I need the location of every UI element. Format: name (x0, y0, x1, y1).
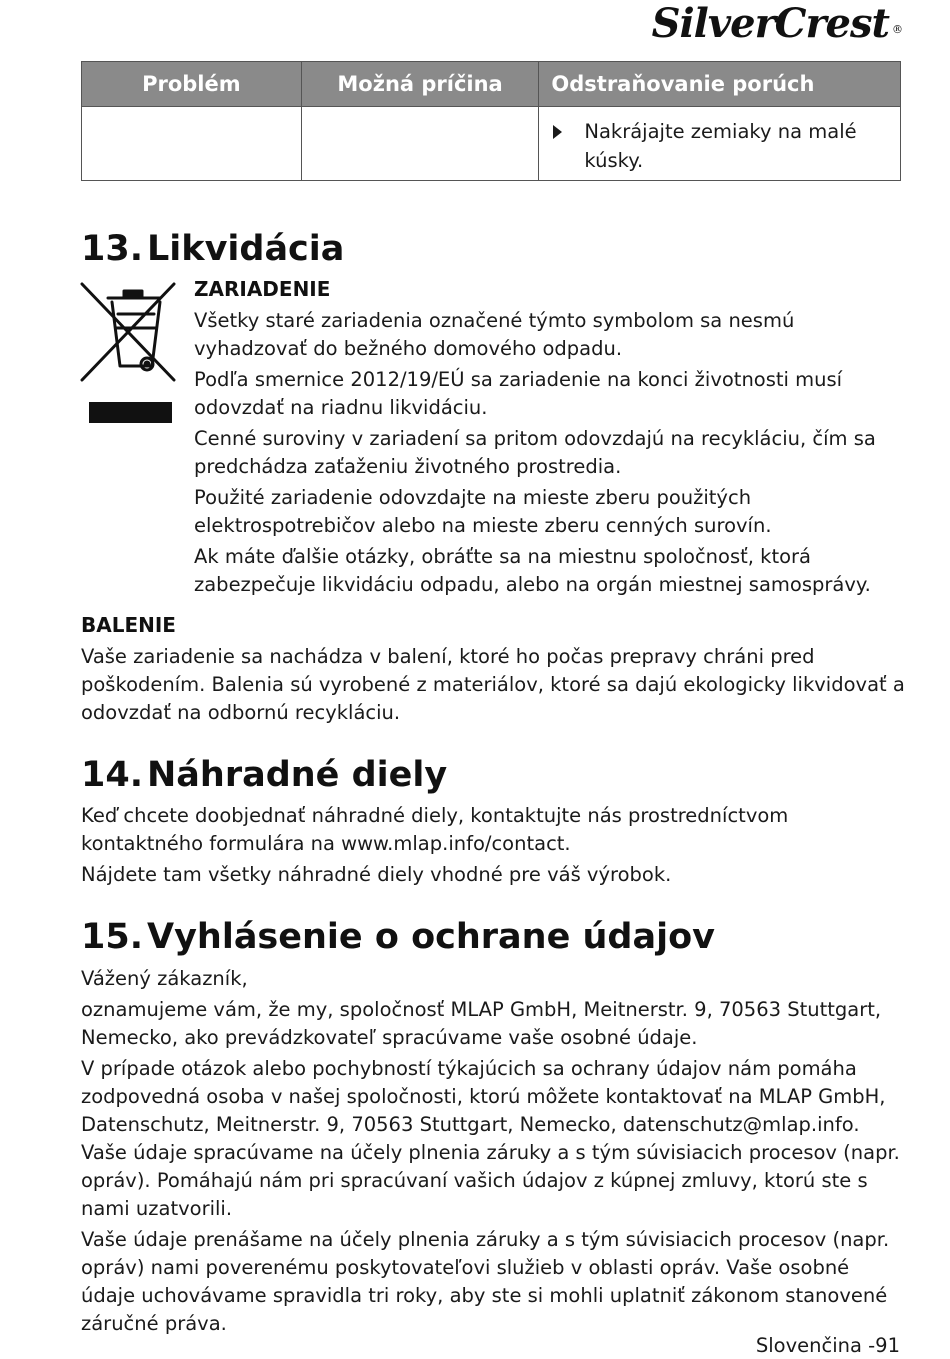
section-13-title: Likvidácia (147, 229, 345, 269)
remedy-bullet (539, 107, 900, 175)
remedy-text: Nakrájajte zemiaky na malé kúsky. (584, 120, 857, 172)
section-13-number: 13. (81, 229, 144, 269)
device-paragraph: Všetky staré zariadenia označené týmto symbolom sa nesmú vyhadzovať do bežného domového odpadu. (194, 309, 795, 360)
cell-cause (301, 107, 539, 181)
device-text (194, 307, 906, 602)
section-14-number: 14. (81, 755, 144, 795)
cell-problem (82, 107, 302, 181)
registered-mark: ® (892, 23, 902, 36)
spare-parts-text (81, 802, 906, 892)
section-14-title: Náhradné diely (147, 755, 448, 795)
packaging-text (81, 643, 906, 730)
packaging-heading: BALENIE (81, 613, 176, 637)
section-13-heading (81, 229, 344, 269)
table-header-row (82, 62, 901, 107)
section-15-number: 15. (81, 917, 144, 957)
troubleshooting-table (81, 61, 901, 181)
spare-parts-paragraph: Nájdete tam všetky náhradné diely vhodné pre váš výrobok. (81, 863, 672, 886)
bullet-arrow-icon (553, 125, 562, 139)
section-15-title: Vyhlásenie o ochrane údajov (147, 917, 715, 957)
brand-logo (651, 0, 902, 47)
column-header-remedy: Odstraňovanie porúch (539, 62, 901, 107)
privacy-paragraph: Vaše údaje prenášame na účely plnenia záruky a s tým súvisiacich procesov (napr. opráv) nami poverenému poskytovateľovi služieb v oblasti opráv. Vaše osobné údaje uchovávame spravidla tri roky, aby ste si mohli uplatniť zákonom stanovené záručné práva. (81, 1228, 890, 1335)
privacy-paragraph: V prípade otázok alebo pochybností týkajúcich sa ochrany údajov nám pomáha zodpovedná osoba v našej spoločnosti, ktorú môžete kontaktovať na MLAP GmbH, Datenschutz, Meitnerstr. 9, 70563 Stuttgart, Nemecko, datenschutz@mlap.info. Vaše údaje spracúvame na účely plnenia záruky a s tým súvisiacich procesov (napr. opráv). Pomáhajú nám pri spracúvaní vašich údajov z kúpnej zmluvy, ktorú ste s nami uzatvorili. (81, 1057, 900, 1220)
cell-remedy (539, 107, 901, 181)
brand-logo-text: SilverCrest (651, 0, 889, 47)
device-heading: ZARIADENIE (194, 277, 331, 301)
crossed-bin-icon (80, 282, 176, 424)
device-paragraph: Ak máte ďalšie otázky, obráťte sa na miestnu spoločnosť, ktorá zabezpečuje likvidáciu odpadu, alebo na orgán miestnej samosprávy. (194, 545, 871, 596)
device-paragraph: Použité zariadenie odovzdajte na mieste zberu použitých elektrospotrebičov alebo na mieste zberu cenných surovín. (194, 486, 772, 537)
page-footer: Slovenčina -91 (755, 1334, 900, 1357)
spare-parts-paragraph: Keď chcete doobjednať náhradné diely, kontaktujte nás prostredníctvom kontaktného formulára na www.mlap.info/contact. (81, 804, 789, 855)
privacy-text (81, 965, 906, 1341)
privacy-paragraph: oznamujeme vám, že my, spoločnosť MLAP GmbH, Meitnerstr. 9, 70563 Stuttgart, Nemecko, ako prevádzkovateľ spracúvame vaše osobné údaje. (81, 998, 882, 1049)
column-header-cause: Možná príčina (301, 62, 539, 107)
section-15-heading (81, 917, 715, 957)
section-14-heading (81, 755, 447, 795)
device-paragraph: Cenné suroviny v zariadení sa pritom odovzdajú na recykláciu, čím sa predchádza zaťaženiu životného prostredia. (194, 427, 876, 478)
column-header-problem: Problém (82, 62, 302, 107)
packaging-paragraph: Vaše zariadenie sa nachádza v balení, ktoré ho počas prepravy chráni pred poškodením. Balenia sú vyrobené z materiálov, ktoré sa dajú ekologicky likvidovať a odovzdať na odbornú recykláciu. (81, 645, 905, 724)
table-row (82, 107, 901, 181)
device-paragraph: Podľa smernice 2012/19/EÚ sa zariadenie na konci životnosti musí odovzdať na riadnu likvidáciu. (194, 368, 843, 419)
privacy-paragraph: Vážený zákazník, (81, 967, 248, 990)
